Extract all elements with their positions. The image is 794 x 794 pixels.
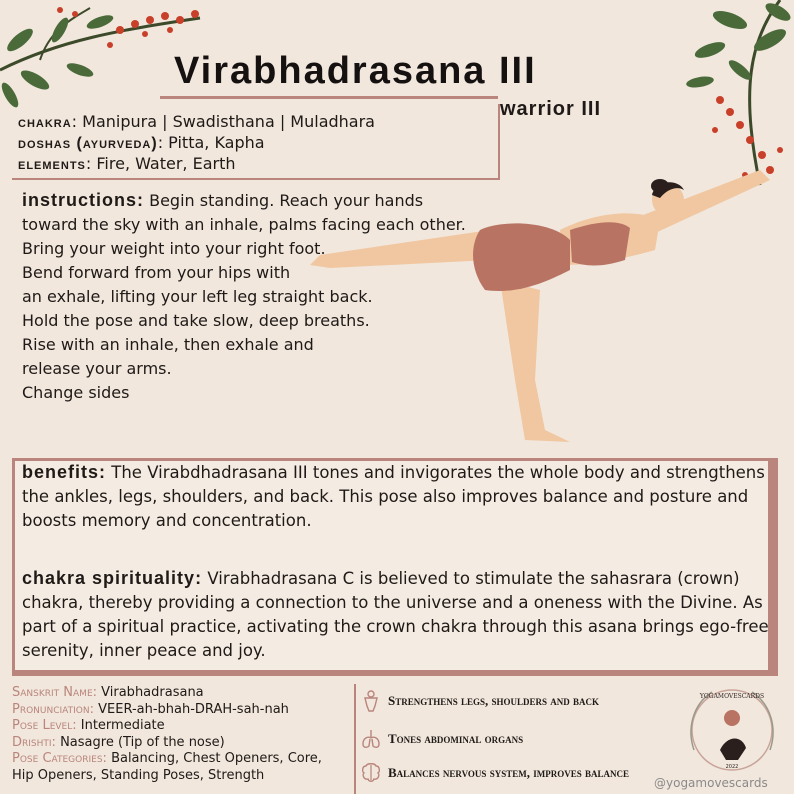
- doshas-value: Pitta, Kapha: [168, 133, 265, 152]
- instructions-line-2: toward the sky with an inhale, palms facing each other.: [22, 215, 466, 234]
- elements-row: elements: Fire, Water, Earth: [18, 154, 236, 173]
- pronunciation-row: [12, 702, 322, 719]
- instructions-line-6: Hold the pose and take slow, deep breaths.: [22, 311, 370, 330]
- info-divider: [354, 684, 356, 794]
- categories-label: Pose Categories:: [12, 751, 107, 766]
- instructions-line-9: Change sides: [22, 383, 130, 402]
- benefit-item-1-text: Strengthens legs, shoulders and back: [388, 693, 600, 708]
- categories-row: [12, 751, 322, 768]
- elements-value: Fire, Water, Earth: [96, 154, 236, 173]
- level-value: Intermediate: [80, 718, 165, 733]
- instructions-line-1: Begin standing. Reach your hands: [149, 191, 424, 210]
- instructions-line-3: Bring your weight into your right foot.: [22, 239, 326, 258]
- benefit-item-1: [360, 690, 599, 712]
- sanskrit-value: Virabhadrasana: [101, 685, 204, 700]
- benefits-label: benefits:: [22, 462, 107, 482]
- spirituality-text: Virabhadrasana C is believed to stimulate the sahasrara (crown) chakra, thereby providing a connection to the universe and a oneness with the Divine. As part of a spiritual practice, activating the crown chakra through this asana brings ego-free serenity, inner peace and joy.: [22, 569, 769, 660]
- pose-info: [12, 685, 322, 784]
- instructions-line-4: Bend forward from your hips with: [22, 263, 291, 282]
- level-row: [12, 718, 322, 735]
- benefit-item-2: [360, 728, 523, 750]
- elements-label: elements: [18, 156, 86, 173]
- instructions-line-7: Rise with an inhale, then exhale and: [22, 335, 314, 354]
- benefit-item-3-text: Balances nervous system, improves balance: [388, 765, 629, 780]
- warrior-pose-figure: [300, 150, 790, 460]
- pronunciation-label: Pronunciation:: [12, 701, 94, 717]
- doshas-label: doshas (ayurveda): [18, 135, 158, 152]
- lungs-icon: [360, 728, 382, 750]
- level-label: Pose Level:: [12, 718, 77, 733]
- categories-row-2: [12, 768, 322, 785]
- page-title: Virabhadrasana III: [174, 50, 537, 92]
- chakra-label: chakra: [18, 114, 72, 131]
- drishti-row: [12, 735, 322, 752]
- doshas-row: doshas (ayurveda): Pitta, Kapha: [18, 133, 265, 152]
- title-underline: [160, 96, 498, 99]
- drishti-label: Drishti:: [12, 734, 56, 750]
- chakra-row: chakra: Manipura | Swadisthana | Muladhara: [18, 112, 375, 131]
- chakra-value: Manipura | Swadisthana | Muladhara: [82, 112, 375, 131]
- benefits-block: [22, 460, 774, 533]
- svg-text:YOGAMOVESCARDS: YOGAMOVESCARDS: [699, 693, 765, 700]
- benefits-text: The Virabdhadrasana III tones and invigorates the whole body and strengthens the ankles, legs, shoulders, and back. This pose also improves balance and posture and boosts memory and concentration.: [22, 463, 765, 530]
- svg-text:2022: 2022: [725, 764, 739, 770]
- categories-value-2: Hip Openers, Standing Poses, Strength: [12, 767, 265, 783]
- drishti-value: Nasagre (Tip of the nose): [60, 734, 225, 750]
- spirituality-label: chakra spirituality:: [22, 568, 203, 588]
- benefit-item-2-text: Tones abdominal organs: [388, 731, 524, 746]
- sanskrit-label: Sanskrit Name:: [12, 685, 98, 700]
- sanskrit-row: [12, 685, 322, 702]
- instructions-line-8: release your arms.: [22, 359, 172, 378]
- pronunciation-value: VEER-ah-bhah-DRAH-sah-nah: [98, 701, 289, 717]
- spirituality-block: [22, 566, 774, 663]
- page-subtitle: warrior III: [500, 98, 602, 120]
- brain-icon: [360, 762, 382, 784]
- benefit-item-3: [360, 762, 629, 784]
- body-icon: [360, 690, 382, 712]
- instructions-line-5: an exhale, lifting your left leg straight back.: [22, 287, 373, 306]
- instructions-label: instructions:: [22, 190, 145, 210]
- social-handle: @yogamovescards: [654, 776, 768, 790]
- categories-value-1: Balancing, Chest Openers, Core,: [111, 751, 322, 766]
